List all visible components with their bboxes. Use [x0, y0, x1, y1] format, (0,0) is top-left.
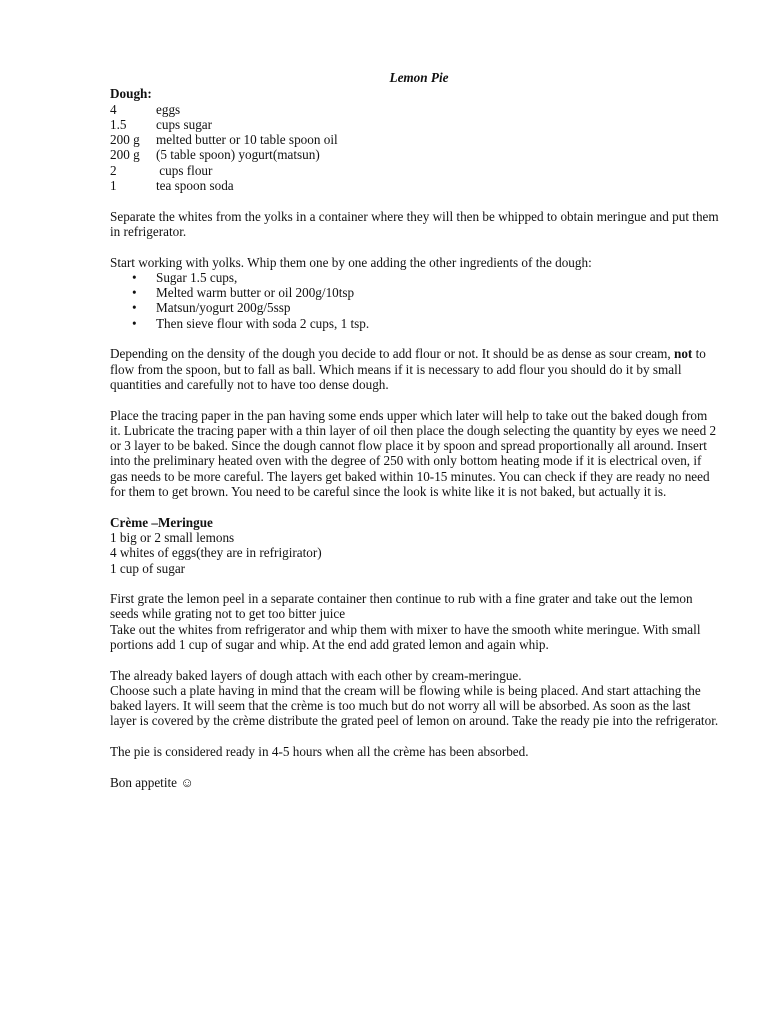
spacer	[110, 239, 720, 254]
tracing-paragraph: Place the tracing paper in the pan having some ends upper which later will help to take out the baked dough from it. Lubricate the tracing paper with a thin layer of oil then place the dough selecting the quantity by eyes we need 2 or 3 layer to be baked. Since the dough cannot flow place it by spoon and spread proportionally all around. Insert into the preliminary heated oven with the degree of 250 with only bottom heating mode if it is electrical oven, if gas needs to be more careful. The layers get baked within 10-15 minutes. You can check if they are ready no need for them to get brown. You need to be careful since the look is white like it is not baked, but actually it is.	[110, 407, 717, 500]
ingredient-qty: 1.5	[110, 116, 127, 132]
grate-paragraph: First grate the lemon peel in a separate container then continue to rub with a fine grater and take out the lemon seeds while grating not to get too bitter juice	[110, 591, 693, 622]
list-item-text: Melted warm butter or oil 200g/10tsp	[156, 285, 355, 301]
ingredient-qty: 1	[110, 178, 117, 194]
dough-ingredient	[110, 147, 720, 162]
ingredient-item: cups flour	[156, 162, 213, 178]
dough-ingredient	[110, 102, 720, 117]
spacer	[110, 331, 720, 346]
spacer	[110, 652, 720, 667]
ingredient-item: (5 table spoon) yogurt(matsun)	[156, 147, 320, 163]
dough-ingredient	[110, 117, 720, 132]
ingredient-item: eggs	[156, 101, 181, 117]
bullet-icon: •	[132, 285, 137, 301]
creme-ingredient: 4 whites of eggs(they are in refrigirator)	[110, 545, 322, 561]
ingredient-item: melted butter or 10 table spoon oil	[156, 132, 338, 148]
dough-ingredient	[110, 178, 720, 193]
bullet-icon: •	[132, 300, 137, 316]
ingredient-item: cups sugar	[156, 116, 213, 132]
spacer	[110, 392, 720, 407]
recipe-title: Lemon Pie	[389, 70, 449, 85]
spacer	[110, 729, 720, 744]
list-item-text: Then sieve flour with soda 2 cups, 1 tsp.	[156, 315, 370, 331]
dough-heading: Dough:	[110, 86, 152, 102]
start-paragraph: Start working with yolks. Whip them one by one adding the other ingredients of the dough:	[110, 254, 592, 270]
ingredient-qty: 2	[110, 162, 117, 178]
density-text-start: Depending on the density of the dough you decide to add flour or not. It should be as dense as sour cream,	[110, 346, 674, 362]
ingredient-qty: 4	[110, 101, 117, 117]
dough-steps-list	[110, 270, 720, 331]
creme-ingredient: 1 cup of sugar	[110, 560, 186, 576]
dough-ingredient	[110, 132, 720, 147]
dough-ingredients-list	[110, 102, 720, 194]
attach-paragraph: The already baked layers of dough attach with each other by cream-meringue.	[110, 667, 522, 683]
recipe-content	[110, 70, 720, 790]
ingredient-qty: 200 g	[110, 132, 140, 148]
density-emphasis: not	[674, 346, 693, 362]
whites-paragraph: Take out the whites from refrigerator and whip them with mixer to have the smooth white meringue. With small portions add 1 cup of sugar and whip. At the end add grated lemon and again whip.	[110, 621, 701, 652]
dough-ingredient	[110, 163, 720, 178]
spacer	[110, 499, 720, 514]
list-item	[110, 285, 720, 300]
creme-ingredient: 1 big or 2 small lemons	[110, 529, 235, 545]
density-text-end: to flow from the spoon, but to fall as ball. Which means if it is necessary to add flour you should do it by small quantities and carefully not to have too dense dough.	[110, 346, 706, 392]
list-item	[110, 316, 720, 331]
density-paragraph	[110, 346, 720, 392]
plate-paragraph: Choose such a plate having in mind that the cream will be flowing while is being placed. And start attaching the baked layers. It will seem that the crème is too much but do not worry all will be absorbed. As soon as the last layer is covered by the crème distribute the grated peel of lemon on around. Take the ready pie into the refrigerator.	[110, 682, 719, 729]
ingredient-item: tea spoon soda	[156, 178, 234, 194]
list-item-text: Matsun/yogurt 200g/5ssp	[156, 300, 291, 316]
spacer	[110, 193, 720, 208]
list-item	[110, 300, 720, 315]
closing-line: Bon appetite ☺	[110, 774, 194, 790]
separate-paragraph: Separate the whites from the yolks in a container where they will then be whipped to obtain meringue and put them in refrigerator.	[110, 208, 719, 239]
ready-paragraph: The pie is considered ready in 4-5 hours when all the crème has been absorbed.	[110, 744, 529, 760]
creme-ingredients-list	[110, 530, 720, 576]
list-item	[110, 270, 720, 285]
creme-heading: Crème –Meringue	[110, 514, 213, 530]
list-item-text: Sugar 1.5 cups,	[156, 269, 238, 285]
spacer	[110, 576, 720, 591]
bullet-icon: •	[132, 269, 137, 285]
ingredient-qty: 200 g	[110, 147, 140, 163]
bullet-icon: •	[132, 315, 137, 331]
spacer	[110, 759, 720, 774]
